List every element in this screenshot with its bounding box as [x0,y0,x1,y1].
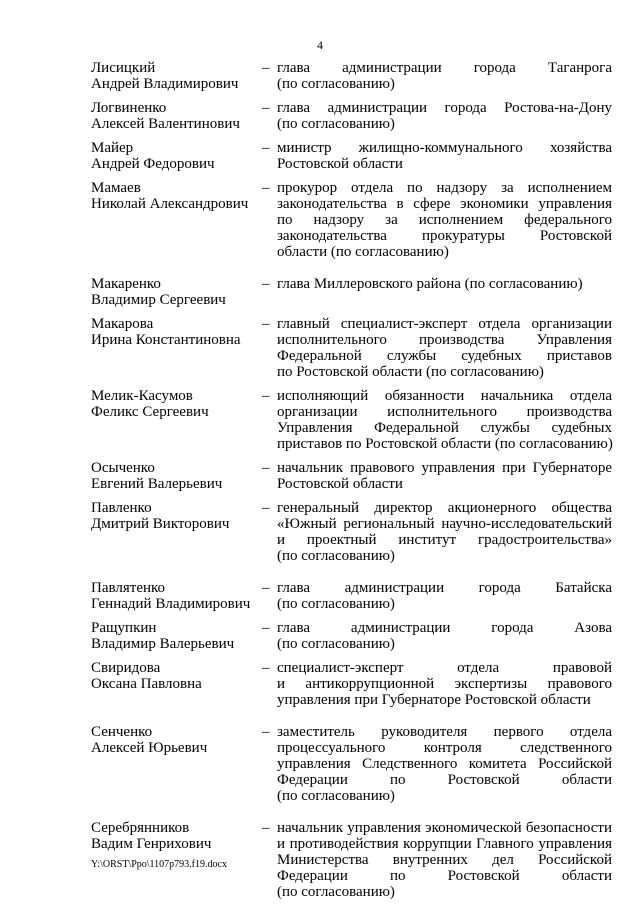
given-names: Владимир Сергеевич [91,292,226,308]
list-item [91,388,612,452]
position-line: (по согласованию) [277,76,395,92]
position-line: Ростовской области [277,156,403,172]
person-name [91,620,262,652]
surname: Серебрянников [91,820,190,836]
position-line: Федеральной службы судебных приставов [277,348,612,364]
position-description [277,140,612,172]
surname: Макаренко [91,276,161,292]
given-names: Геннадий Владимирович [91,596,251,612]
position-line: начальник управления экономической безопасности [277,820,612,836]
given-names: Николай Александрович [91,196,249,212]
surname: Лисицкий [91,60,156,76]
dash: – [262,140,270,156]
position-line: прокурор отдела по надзору за исполнением [277,180,612,196]
list-item [91,140,612,172]
dash: – [262,316,270,332]
given-names: Андрей Федорович [91,156,215,172]
list-item [91,316,612,380]
dash: – [262,660,270,676]
position-description [277,620,612,652]
list-item [91,276,612,308]
position-line: исполняющий обязанности начальника отдела [277,388,612,404]
position-line: процессуального контроля следственного [277,740,612,756]
surname: Свиридова [91,660,161,676]
list-item [91,660,612,708]
person-name [91,660,262,708]
person-name [91,316,262,380]
person-name [91,388,262,452]
person-name [91,724,262,804]
position-line: и антикоррупционной экспертизы правового [277,676,612,692]
position-line: по надзору за исполнением федерального [277,212,612,228]
dash: – [262,580,270,596]
surname: Сенченко [91,724,153,740]
position-line: исполнительного производства Управления [277,332,612,348]
position-description [277,724,612,804]
position-description [277,388,612,452]
person-name [91,60,262,92]
given-names: Алексей Валентинович [91,116,240,132]
position-line: генеральный директор акционерного общества [277,500,612,516]
position-line: (по согласованию) [277,884,395,900]
position-description [277,460,612,492]
position-line: (по согласованию) [277,596,395,612]
given-names: Дмитрий Викторович [91,516,230,532]
position-line: Федерации по Ростовской области [277,772,612,788]
given-names: Ирина Константиновна [91,332,241,348]
list-item [91,460,612,492]
surname: Павленко [91,500,152,516]
surname: Логвиненко [91,100,167,116]
position-line: (по согласованию) [277,636,395,652]
position-description [277,276,612,308]
position-description [277,820,612,900]
position-description [277,660,612,708]
position-line: Ростовской области [277,476,403,492]
position-line: Министерства внутренних дел Российской [277,852,612,868]
position-description [277,100,612,132]
list-item [91,724,612,804]
person-name [91,580,262,612]
dash: – [262,388,270,404]
position-line: глава Миллеровского района (по согласованию) [277,276,583,292]
person-name [91,500,262,564]
position-line: управления при Губернаторе Ростовской области [277,692,591,708]
dash: – [262,500,270,516]
surname: Мелик-Касумов [91,388,193,404]
page-number: 4 [317,38,323,52]
position-line: приставов по Ростовской области (по согласованию) [277,436,613,452]
position-line: начальник правового управления при Губернаторе [277,460,612,476]
list-item [91,180,612,260]
list-item [91,60,612,92]
given-names: Алексей Юрьевич [91,740,208,756]
list-item [91,500,612,564]
person-name [91,100,262,132]
dash: – [262,60,270,76]
position-line: главный специалист-эксперт отдела организации [277,316,612,332]
surname: Майер [91,140,134,156]
surname: Ращупкин [91,620,157,636]
position-line: глава администрации города Азова [277,620,612,636]
position-line: и противодействия коррупции Главного управления [277,836,612,852]
position-line: специалист-эксперт отдела правовой [277,660,612,676]
given-names: Оксана Павловна [91,676,202,692]
position-line: организации исполнительного производства [277,404,612,420]
dash: – [262,276,270,292]
list-item [91,100,612,132]
dash: – [262,460,270,476]
position-line: глава администрации города Ростова-на-Дону [277,100,612,116]
person-name [91,276,262,308]
position-line: заместитель руководителя первого отдела [277,724,612,740]
list-item [91,580,612,612]
given-names: Феликс Сергеевич [91,404,209,420]
position-line: министр жилищно-коммунального хозяйства [277,140,612,156]
given-names: Вадим Генрихович [91,836,212,852]
position-description [277,60,612,92]
given-names: Евгений Валерьевич [91,476,223,492]
given-names: Владимир Валерьевич [91,636,235,652]
position-line: по Ростовской области (по согласованию) [277,364,544,380]
position-line: «Южный региональный научно-исследовательский [277,516,612,532]
dash: – [262,620,270,636]
position-line: (по согласованию) [277,116,395,132]
surname: Мамаев [91,180,141,196]
position-line: (по согласованию) [277,548,395,564]
surname: Макарова [91,316,154,332]
given-names: Андрей Владимирович [91,76,239,92]
position-line: законодательства в сфере экономики управления [277,196,612,212]
position-line: и проектный институт градостроительства» [277,532,612,548]
surname: Павлятенко [91,580,166,596]
person-name [91,180,262,260]
person-name [91,460,262,492]
position-line: (по согласованию) [277,788,395,804]
position-description [277,500,612,564]
position-description [277,180,612,260]
position-line: глава администрации города Таганрога [277,60,612,76]
footer-file-path: Y:\ORST\Ppo\1107p793.f19.docx [91,859,227,870]
list-item [91,620,612,652]
position-line: законодательства прокуратуры Ростовской [277,228,612,244]
dash: – [262,724,270,740]
dash: – [262,820,270,836]
position-line: Федерации по Ростовской области [277,868,612,884]
position-line: Управления Федеральной службы судебных [277,420,612,436]
dash: – [262,180,270,196]
dash: – [262,100,270,116]
position-line: управления Следственного комитета Российской [277,756,612,772]
member-list [91,60,612,900]
position-description [277,580,612,612]
person-name [91,140,262,172]
position-description [277,316,612,380]
position-line: глава администрации города Батайска [277,580,612,596]
surname: Осыченко [91,460,155,476]
position-line: области (по согласованию) [277,244,449,260]
